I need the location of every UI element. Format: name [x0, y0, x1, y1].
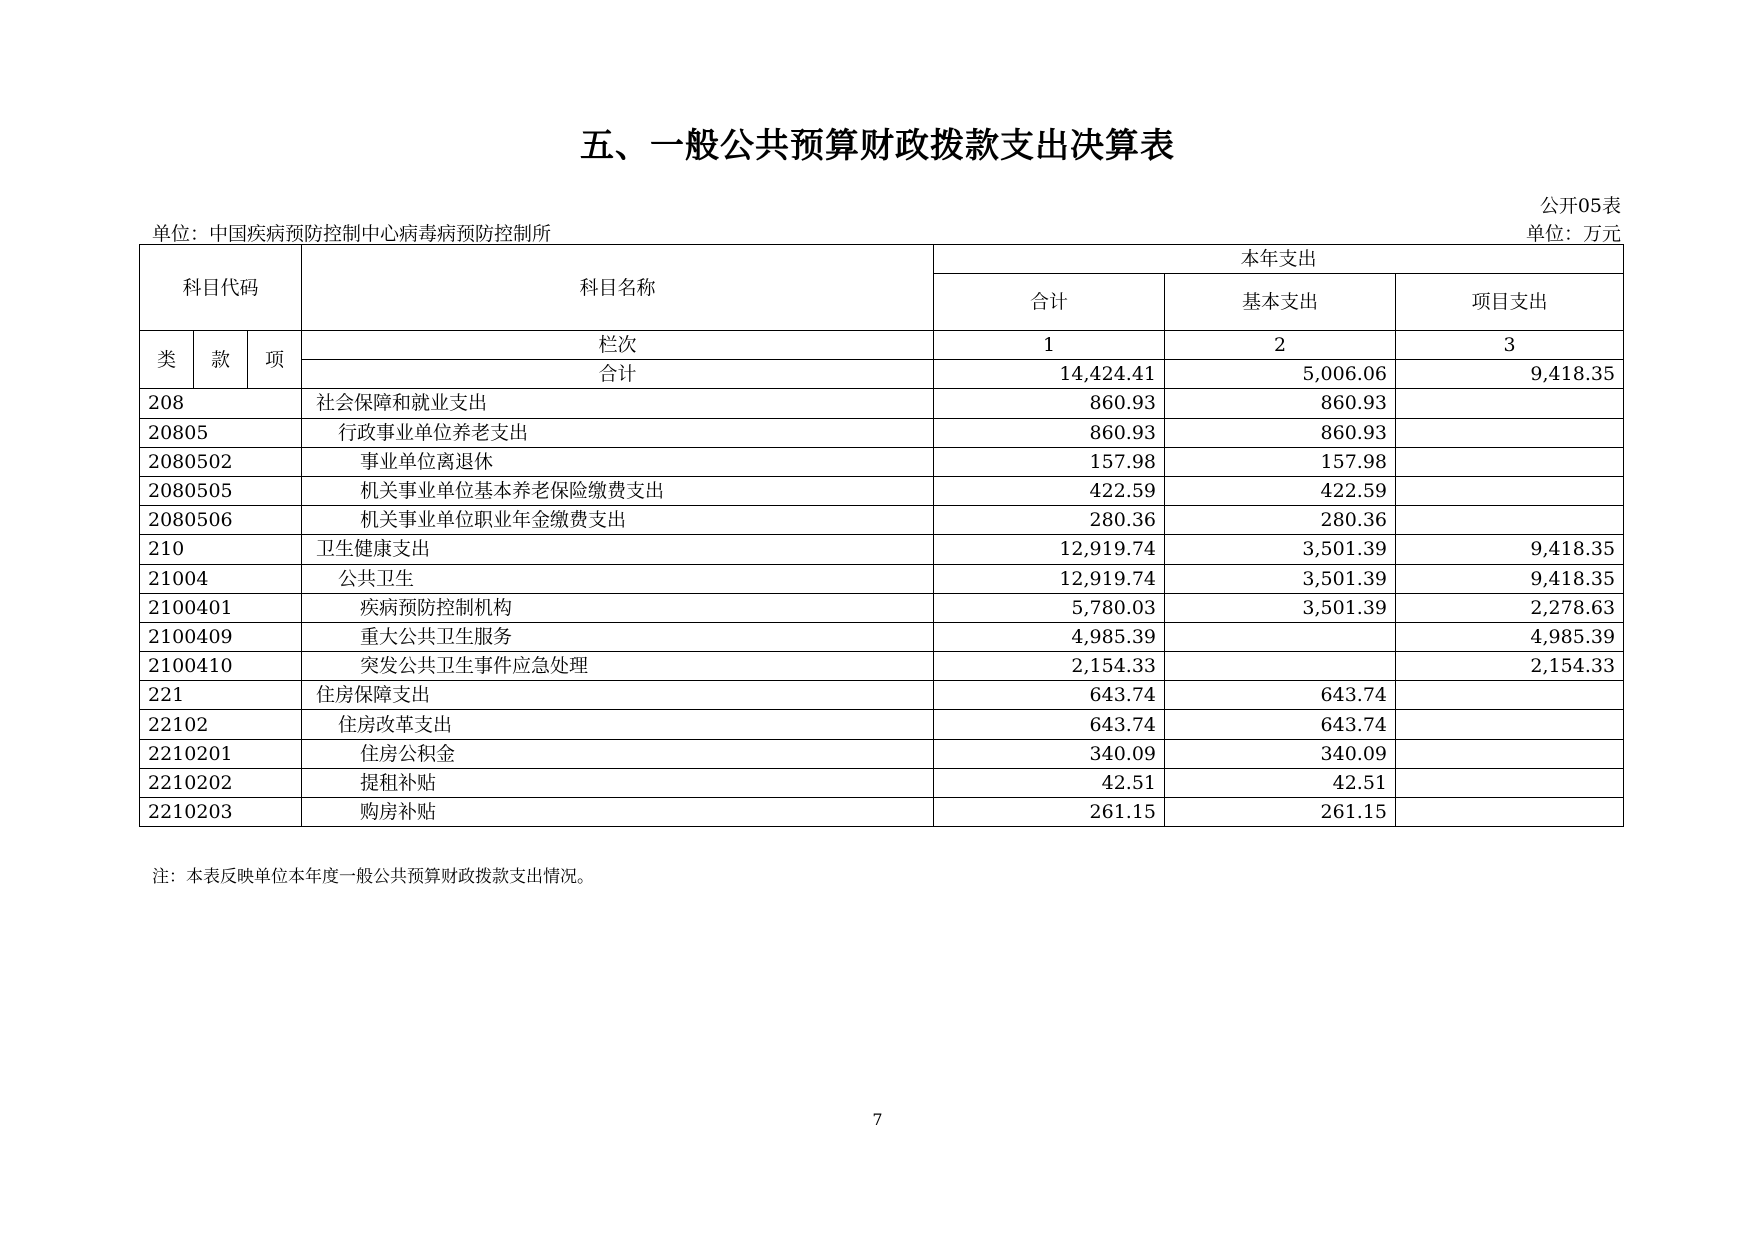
row-basic: 860.93	[1165, 389, 1396, 418]
row-project	[1396, 798, 1624, 827]
row-name: 公共卫生	[302, 564, 934, 593]
row-code: 2100401	[140, 593, 302, 622]
page-title: 五、一般公共预算财政拨款支出决算表	[580, 126, 1175, 166]
total-row-project: 9,418.35	[1396, 360, 1624, 389]
form-number: 公开05表	[1539, 195, 1621, 217]
row-project	[1396, 418, 1624, 447]
table-row	[140, 593, 1624, 622]
row-basic: 3,501.39	[1165, 535, 1396, 564]
header-total: 合计	[934, 274, 1165, 331]
row-code: 2210201	[140, 739, 302, 768]
header-subject-code: 科目代码	[140, 245, 302, 331]
header-subject-name: 科目名称	[302, 245, 934, 331]
row-total: 12,919.74	[934, 535, 1165, 564]
row-total: 2,154.33	[934, 652, 1165, 681]
total-row-label: 合计	[302, 360, 934, 389]
row-basic: 860.93	[1165, 418, 1396, 447]
row-project	[1396, 710, 1624, 739]
row-code: 2210203	[140, 798, 302, 827]
header-xiang: 项	[248, 331, 302, 389]
row-project	[1396, 389, 1624, 418]
row-project: 4,985.39	[1396, 622, 1624, 651]
unit-label: 单位：中国疾病预防控制中心病毒病预防控制所	[152, 223, 552, 245]
row-basic	[1165, 622, 1396, 651]
row-name: 事业单位离退休	[302, 447, 934, 476]
row-code: 2080505	[140, 476, 302, 505]
unit-line	[152, 219, 1621, 246]
row-total: 422.59	[934, 476, 1165, 505]
row-project	[1396, 506, 1624, 535]
header-year-expense: 本年支出	[934, 245, 1624, 274]
row-name: 住房保障支出	[302, 681, 934, 710]
header-project: 项目支出	[1396, 274, 1624, 331]
table-row	[140, 506, 1624, 535]
total-row-total: 14,424.41	[934, 360, 1165, 389]
table-row	[140, 564, 1624, 593]
row-basic: 261.15	[1165, 798, 1396, 827]
row-code: 2100410	[140, 652, 302, 681]
table-row	[140, 768, 1624, 797]
footnote: 注：本表反映单位本年度一般公共预算财政拨款支出情况。	[152, 867, 594, 887]
row-name: 社会保障和就业支出	[302, 389, 934, 418]
total-row-basic: 5,006.06	[1165, 360, 1396, 389]
table-row	[140, 418, 1624, 447]
row-total: 5,780.03	[934, 593, 1165, 622]
row-project	[1396, 681, 1624, 710]
table-row	[140, 710, 1624, 739]
row-name: 行政事业单位养老支出	[302, 418, 934, 447]
row-code: 2080506	[140, 506, 302, 535]
row-name: 机关事业单位基本养老保险缴费支出	[302, 476, 934, 505]
row-basic: 3,501.39	[1165, 593, 1396, 622]
row-code: 20805	[140, 418, 302, 447]
row-total: 643.74	[934, 681, 1165, 710]
row-total: 12,919.74	[934, 564, 1165, 593]
row-basic	[1165, 652, 1396, 681]
table-row	[140, 535, 1624, 564]
header-col-2: 2	[1165, 331, 1396, 360]
row-basic: 157.98	[1165, 447, 1396, 476]
table-row	[140, 798, 1624, 827]
row-basic: 280.36	[1165, 506, 1396, 535]
row-total: 42.51	[934, 768, 1165, 797]
row-total: 340.09	[934, 739, 1165, 768]
row-total: 643.74	[934, 710, 1165, 739]
row-basic: 422.59	[1165, 476, 1396, 505]
header-kuan: 款	[194, 331, 248, 389]
row-name: 重大公共卫生服务	[302, 622, 934, 651]
row-basic: 3,501.39	[1165, 564, 1396, 593]
row-name: 提租补贴	[302, 768, 934, 797]
row-total: 860.93	[934, 389, 1165, 418]
table-row	[140, 622, 1624, 651]
row-code: 210	[140, 535, 302, 564]
row-code: 2080502	[140, 447, 302, 476]
row-name: 购房补贴	[302, 798, 934, 827]
page-number: 7	[872, 1110, 883, 1129]
money-unit-label: 单位：万元	[1525, 223, 1621, 245]
row-name: 住房公积金	[302, 739, 934, 768]
row-project: 9,418.35	[1396, 535, 1624, 564]
row-code: 2100409	[140, 622, 302, 651]
row-name: 机关事业单位职业年金缴费支出	[302, 506, 934, 535]
header-basic: 基本支出	[1165, 274, 1396, 331]
row-code: 22102	[140, 710, 302, 739]
row-basic: 42.51	[1165, 768, 1396, 797]
row-basic: 643.74	[1165, 681, 1396, 710]
header-col-1: 1	[934, 331, 1165, 360]
row-total: 280.36	[934, 506, 1165, 535]
row-total: 157.98	[934, 447, 1165, 476]
table-row	[140, 681, 1624, 710]
row-project	[1396, 739, 1624, 768]
row-name: 卫生健康支出	[302, 535, 934, 564]
row-name: 突发公共卫生事件应急处理	[302, 652, 934, 681]
row-total: 860.93	[934, 418, 1165, 447]
header-lei: 类	[140, 331, 194, 389]
table-row	[140, 389, 1624, 418]
row-total: 261.15	[934, 798, 1165, 827]
table-row	[140, 476, 1624, 505]
row-basic: 643.74	[1165, 710, 1396, 739]
row-project: 2,278.63	[1396, 593, 1624, 622]
row-project: 9,418.35	[1396, 564, 1624, 593]
row-code: 221	[140, 681, 302, 710]
budget-table	[139, 244, 1624, 827]
row-name: 住房改革支出	[302, 710, 934, 739]
table-row	[140, 652, 1624, 681]
row-project: 2,154.33	[1396, 652, 1624, 681]
row-code: 208	[140, 389, 302, 418]
table-row	[140, 739, 1624, 768]
row-project	[1396, 447, 1624, 476]
row-total: 4,985.39	[934, 622, 1165, 651]
header-col-3: 3	[1396, 331, 1624, 360]
row-code: 21004	[140, 564, 302, 593]
row-basic: 340.09	[1165, 739, 1396, 768]
row-name: 疾病预防控制机构	[302, 593, 934, 622]
table-row	[140, 447, 1624, 476]
row-project	[1396, 476, 1624, 505]
row-project	[1396, 768, 1624, 797]
row-code: 2210202	[140, 768, 302, 797]
header-column-index: 栏次	[302, 331, 934, 360]
